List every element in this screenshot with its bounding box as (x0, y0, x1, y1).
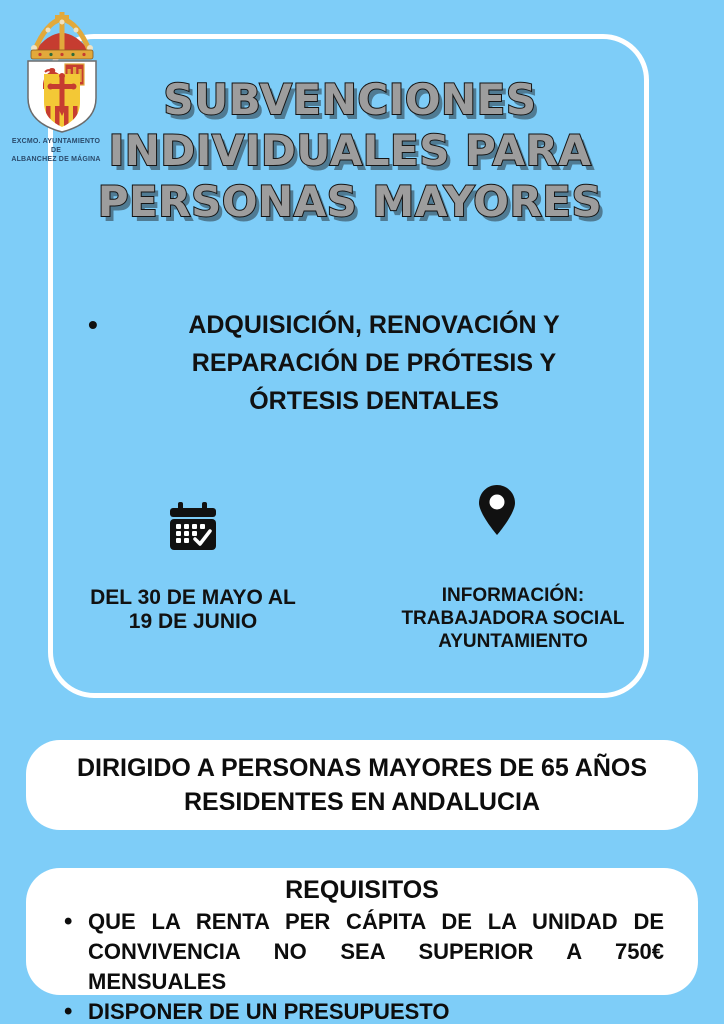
title-line-2: INDIVIDUALES PARA (108, 126, 592, 175)
requirements-list (60, 907, 664, 1024)
location-pin-icon (479, 485, 515, 535)
title-line-1: SUBVENCIONES (163, 75, 537, 124)
title-line-3: PERSONAS MAYORES (97, 177, 603, 226)
audience-banner (26, 740, 698, 830)
requirement-item: • DISPONER DE UN PRESUPUESTO (60, 997, 664, 1024)
calendar-icon (170, 502, 216, 552)
crest-caption-line1: EXCMO. AYUNTAMIENTO DE (11, 138, 101, 154)
info-line-2: TRABAJADORA SOCIAL (401, 608, 625, 629)
requirements-panel (26, 868, 698, 1024)
date-line-1: DEL 30 DE MAYO AL (90, 586, 296, 609)
date-line-2: 19 DE JUNIO (128, 610, 258, 633)
requirements-title: REQUISITOS (285, 876, 439, 904)
date-range (68, 586, 318, 634)
bullet-dot: • (88, 309, 98, 340)
crest-caption-line2: ALBANCHEZ DE MÁGINA (11, 156, 101, 163)
info-contact (388, 584, 638, 653)
poster-title (48, 74, 652, 227)
audience-line-2: RESIDENTES EN ANDALUCIA (183, 788, 541, 816)
requirement-item: • QUE LA RENTA PER CÁPITA DE LA UNIDAD DE CONVIVENCIA NO SEA SUPERIOR A 750€ MENSUALES (60, 907, 664, 997)
info-line-3: AYUNTAMIENTO (438, 631, 588, 652)
benefit-item: ADQUISICIÓN, RENOVACIÓN Y REPARACIÓN DE PRÓTESIS Y ÓRTESIS DENTALES (188, 311, 560, 415)
info-line-1: INFORMACIÓN: (441, 585, 585, 606)
audience-line-1: DIRIGIDO A PERSONAS MAYORES DE 65 AÑOS (76, 754, 648, 782)
